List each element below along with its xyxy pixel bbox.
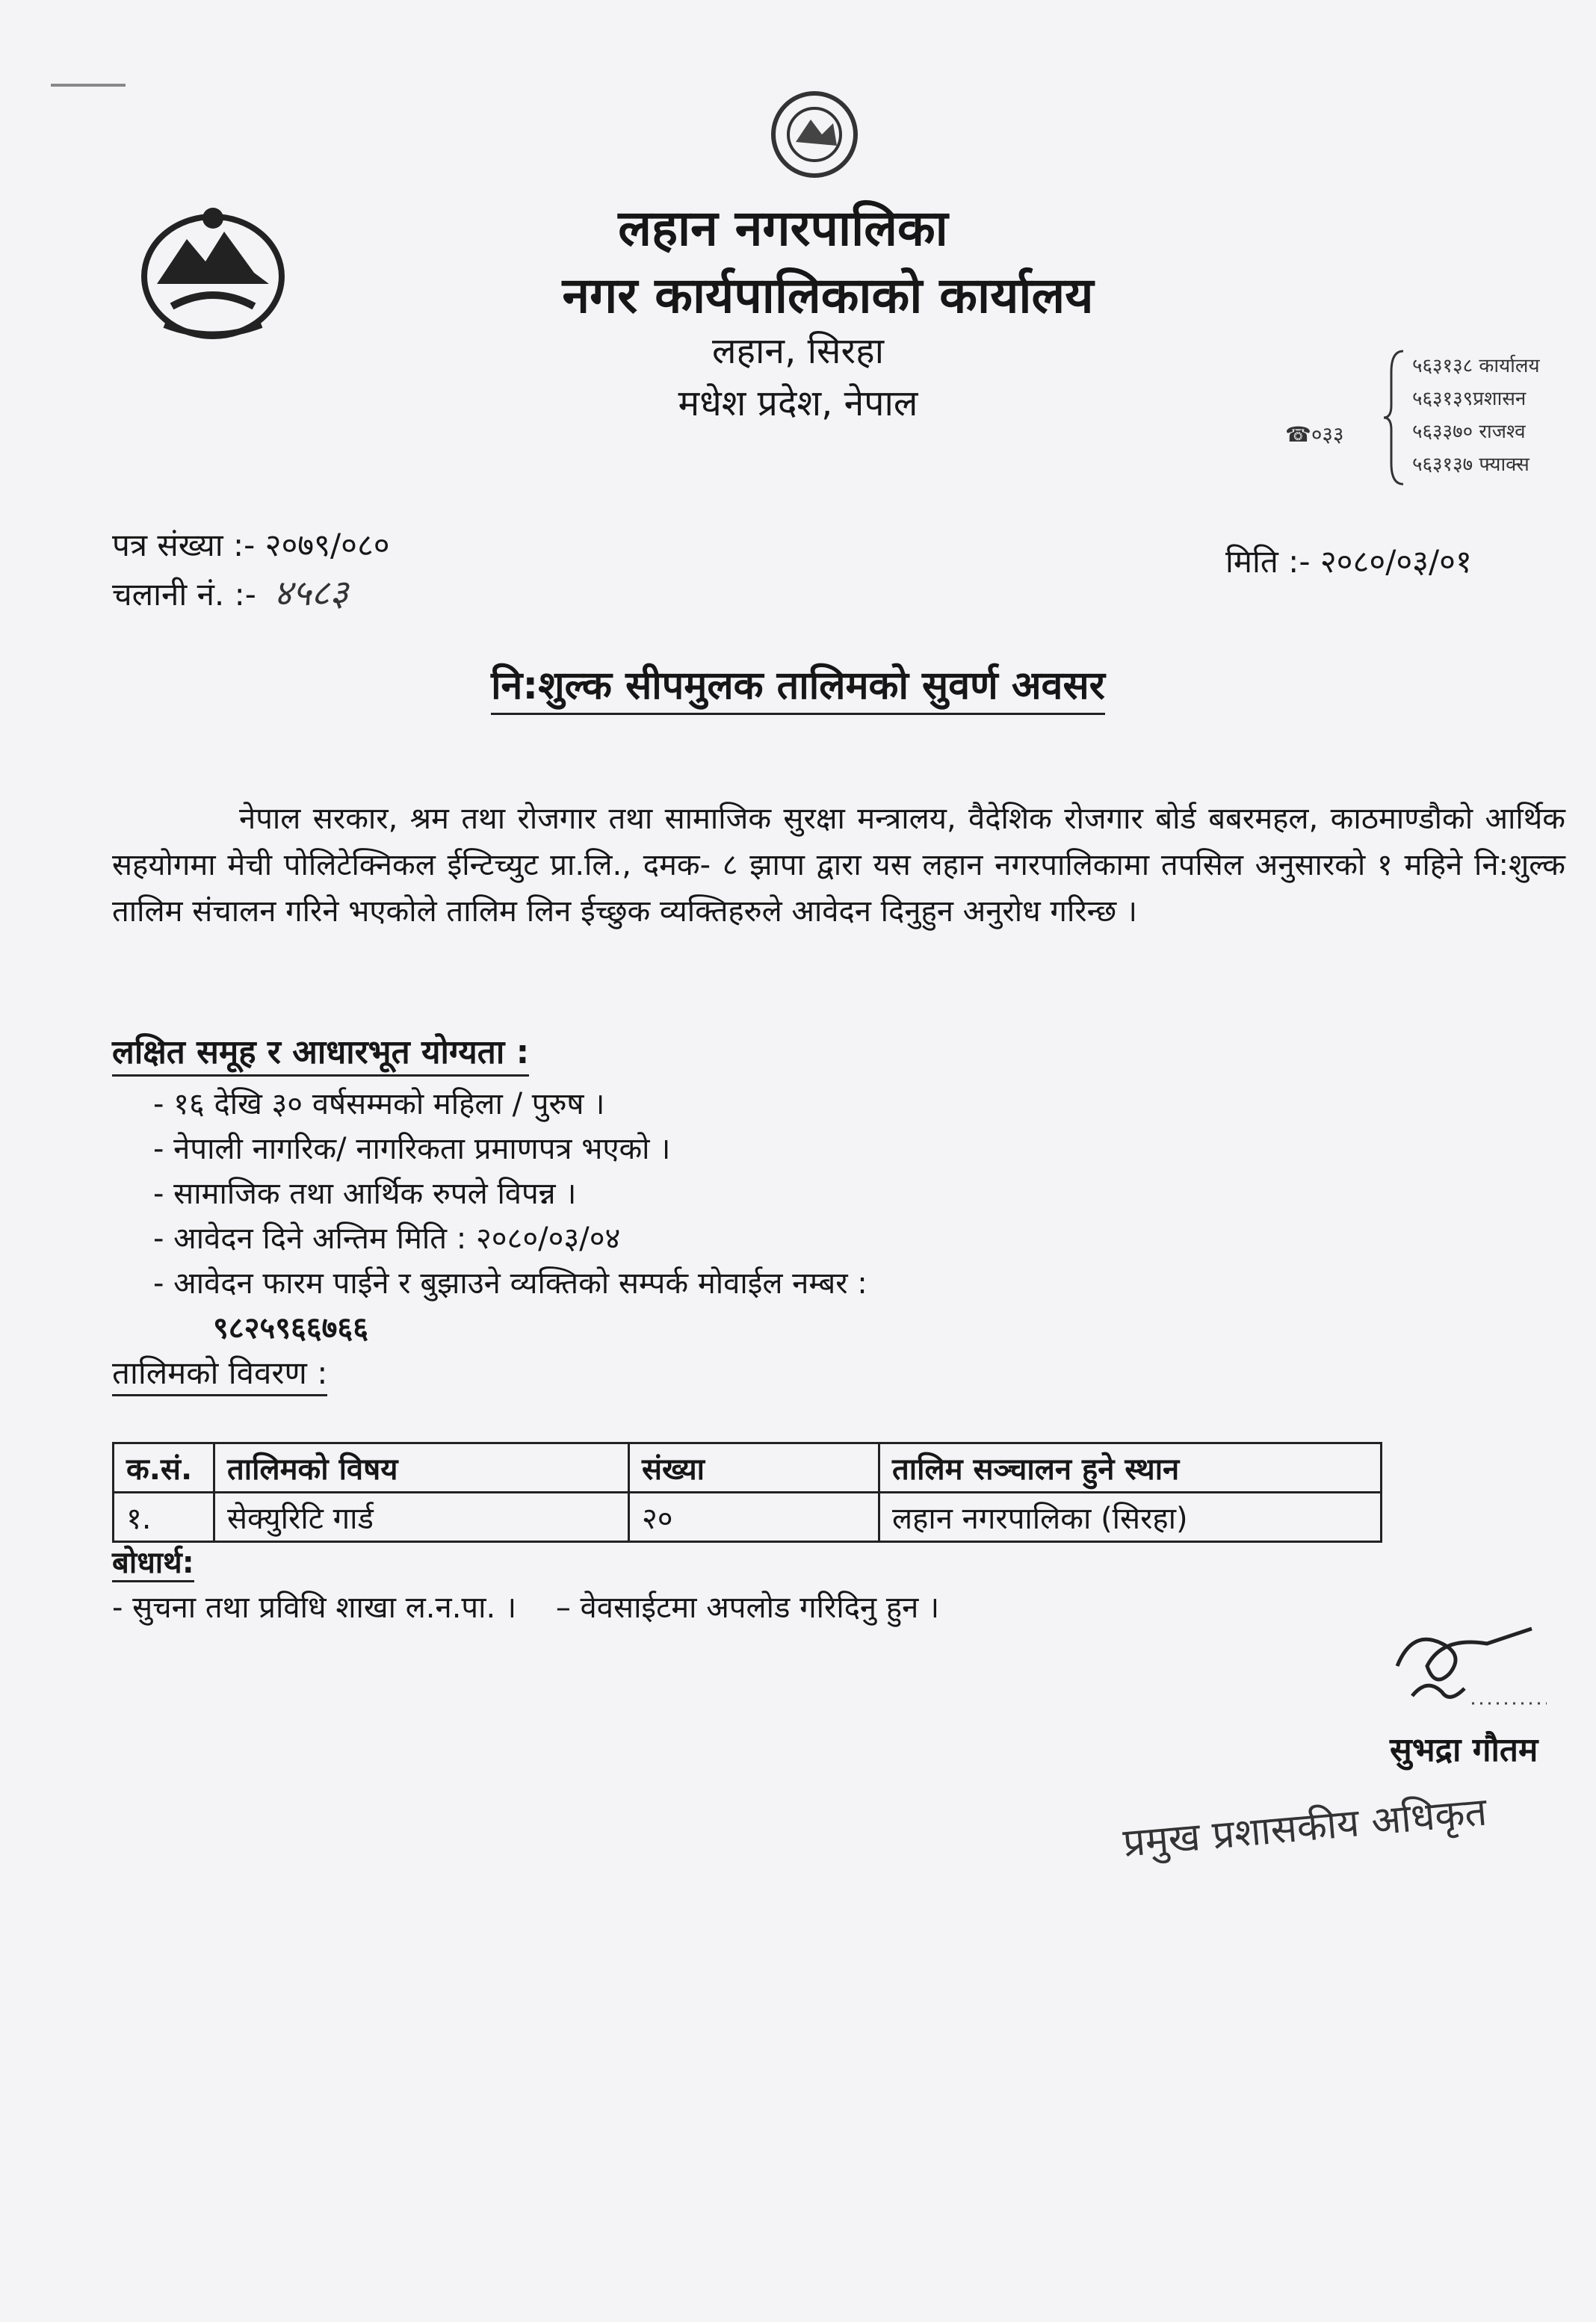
table-row xyxy=(114,1493,1382,1542)
signatory-designation-stamp: प्रमुख प्रशासकीय अधिकृत xyxy=(1121,1789,1489,1866)
eligibility-heading: लक्षित समूह र आधारभूत योग्यता : xyxy=(112,1028,529,1073)
cc-item: – वेवसाईटमा अपलोड गरिदिनु हुन । xyxy=(555,1591,940,1625)
phone-revenue: ५६३३७० राजश्व xyxy=(1412,421,1526,443)
table-cell: १. xyxy=(114,1493,214,1542)
date-label: मिति :- xyxy=(1225,543,1311,580)
municipality-seal-icon xyxy=(755,82,874,187)
cc-list xyxy=(112,1585,969,1626)
table-cell: लहान नगरपालिका (सिरहा) xyxy=(879,1493,1382,1542)
office-province: मधेश प्रदेश, नेपाल xyxy=(678,383,918,424)
eligibility-item: - १६ देखि ३० वर्षसम्मको महिला / पुरुष । xyxy=(153,1087,605,1121)
office-place: लहान, सिरहा xyxy=(711,330,885,372)
dispatch-number-value: ४५८३ xyxy=(273,572,349,614)
table-cell: २० xyxy=(629,1493,879,1542)
brace-icon xyxy=(1382,350,1405,486)
cc-heading: बोधार्थ: xyxy=(112,1541,194,1582)
training-table xyxy=(112,1442,1382,1543)
column-header: संख्या xyxy=(629,1443,879,1493)
phone-admin: ५६३१३९प्रशासन xyxy=(1412,388,1527,410)
dispatch-number xyxy=(112,568,348,616)
letter-date xyxy=(1225,539,1472,582)
date-value: २०८०/०३/०१ xyxy=(1320,543,1472,580)
eligibility-item: - नेपाली नागरिक/ नागरिकता प्रमाणपत्र भएको । xyxy=(153,1132,671,1166)
column-header: क.सं. xyxy=(114,1443,214,1493)
eligibility-item: - सामाजिक तथा आर्थिक रुपले विपन्न । xyxy=(153,1177,577,1211)
notice-body: नेपाल सरकार, श्रम तथा रोजगार तथा सामाजिक सुरक्षा मन्त्रालय, वैदेशिक रोजगार बोर्ड बबरमहल, काठमाण्डौको आर्थिक सहयोगमा मेची पोलिटेक्निकल ईन्टिच्युट प्रा.लि., दमक- ८ झापा द्वारा यस लहान नगरपालिकामा तपसिल अनुसारको १ महिने नि:शुल्क तालिम संचालन गरिने भएकोले तालिम लिन ईच्छुक व्यक्तिहरुले आवेदन दिनुहुन अनुरोध गरिन्छ । xyxy=(112,802,1565,929)
eligibility-item: - आवेदन फारम पाईने र बुझाउने व्यक्तिको सम्पर्क मोवाईल नम्बर : xyxy=(153,1266,867,1301)
letter-number-label: पत्र संख्या :- xyxy=(112,527,256,563)
letter-number xyxy=(112,523,390,566)
office-name: नगर कार्यपालिकाको कार्यालय xyxy=(562,267,1094,324)
scan-mark xyxy=(51,84,126,87)
table-cell: सेक्युरिटि गार्ड xyxy=(214,1493,629,1542)
phone-code: ☎०३३ xyxy=(1285,422,1344,447)
notice-title: नि:शुल्क सीपमुलक तालिमको सुवर्ण अवसर xyxy=(0,657,1596,710)
table-header-row xyxy=(114,1443,1382,1493)
phone-list xyxy=(1412,350,1540,481)
dispatch-number-label: चलानी नं. :- xyxy=(112,576,256,613)
contact-mobile: ९८२५९६६७६६ xyxy=(213,1311,368,1346)
cc-item: - सुचना तथा प्रविधि शाखा ल.न.पा. । xyxy=(112,1591,517,1625)
municipality-name: लहान नगरपालिका xyxy=(618,199,948,257)
eligibility-item: - आवेदन दिने अन्तिम मिति : २०८०/०३/०४ xyxy=(153,1222,621,1256)
phone-fax: ५६३१३७ फ्याक्स xyxy=(1412,453,1530,476)
column-header: तालिम सञ्चालन हुने स्थान xyxy=(879,1443,1382,1493)
letter-number-value: २०७९/०८० xyxy=(265,527,390,563)
training-heading: तालिमको विवरण : xyxy=(112,1351,327,1393)
phone-office: ५६३१३८ कार्यालय xyxy=(1412,355,1540,377)
column-header: तालिमको विषय xyxy=(214,1443,629,1493)
signature-image xyxy=(1382,1614,1554,1718)
signatory-name: सुभद्रा गौतम xyxy=(1390,1731,1538,1769)
